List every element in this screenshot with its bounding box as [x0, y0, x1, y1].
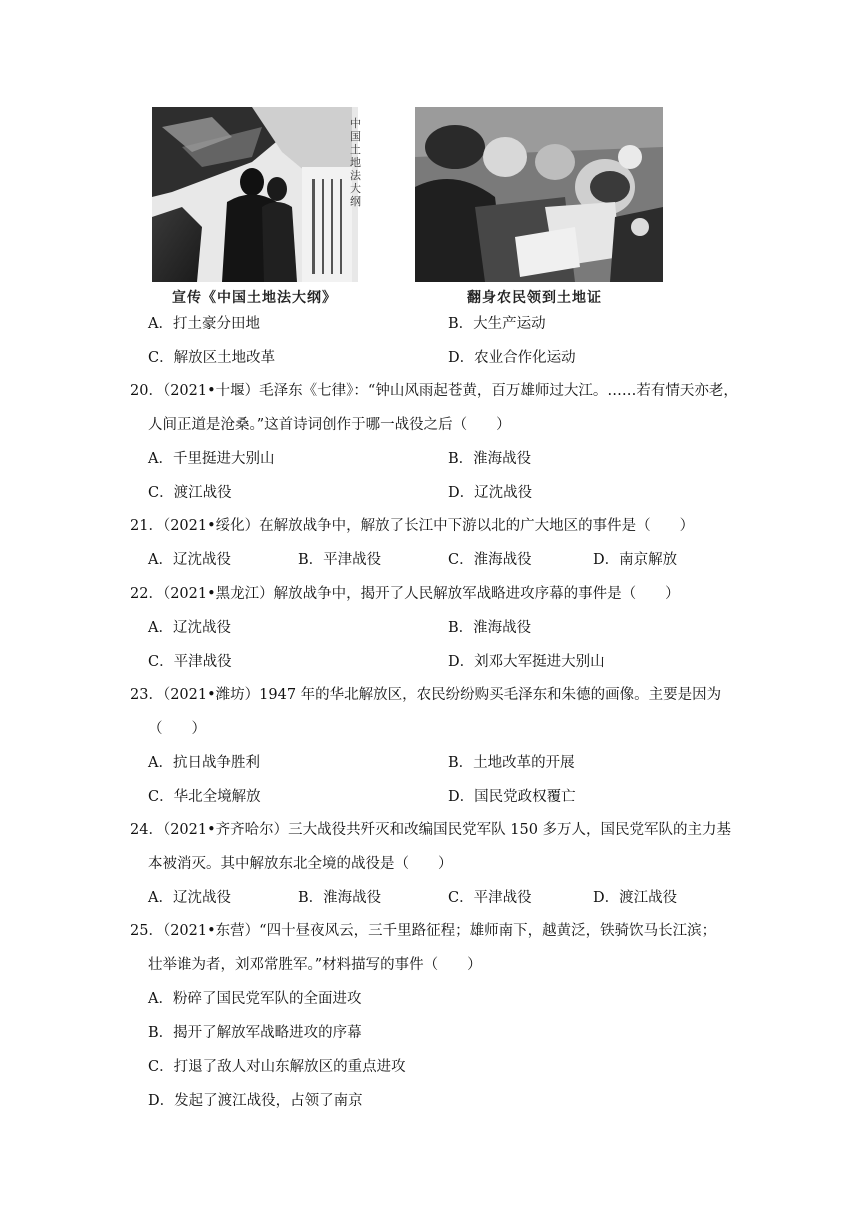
- q23-option-d: D．国民党政权覆亡: [448, 789, 576, 805]
- q19-option-a: A．打土豪分田地: [148, 316, 260, 332]
- q25-option-d: D．发起了渡江战役，占领了南京: [148, 1093, 363, 1109]
- svg-text:地: 地: [350, 156, 361, 169]
- q25-option-a: A．粉碎了国民党军队的全面进攻: [148, 991, 362, 1007]
- land-certificate-photo: [415, 107, 663, 282]
- q20-option-c: C．渡江战役: [148, 485, 232, 501]
- svg-text:国: 国: [350, 130, 361, 143]
- left-figure-caption: 宣传《中国土地法大纲》: [172, 290, 337, 306]
- q22-option-a: A．辽沈战役: [148, 620, 231, 636]
- q23-option-b: B．土地改革的开展: [448, 755, 575, 771]
- q22-option-b: B．淮海战役: [448, 620, 532, 636]
- q20-option-b: B．淮海战役: [448, 451, 532, 467]
- q23-option-a: A．抗日战争胜利: [148, 755, 260, 771]
- right-figure-caption: 翻身农民领到土地证: [467, 290, 602, 306]
- q19-option-d: D．农业合作化运动: [448, 350, 576, 366]
- q24-stem-line2: 本被消灭。其中解放东北全境的战役是（ ）: [148, 856, 453, 872]
- svg-text:纲: 纲: [350, 195, 361, 208]
- q20-option-a: A．千里挺进大别山: [148, 451, 275, 467]
- q22-option-d: D．刘邓大军挺进大别山: [448, 654, 605, 670]
- q19-option-b: B．大生产运动: [448, 316, 546, 332]
- q20-option-d: D．辽沈战役: [448, 485, 533, 501]
- q23-stem-line2: （ ）: [148, 721, 206, 737]
- q23-stem-line1: 23．（2021•潍坊）1947 年的华北解放区，农民纷纷购买毛泽东和朱德的画像。主要是因为: [130, 687, 722, 703]
- q24-stem-line1: 24．（2021•齐齐哈尔）三大战役共歼灭和改编国民党军队 150 多万人，国民党军队的主力基: [130, 822, 732, 838]
- svg-text:土: 土: [350, 143, 361, 156]
- q24-option-a: A．辽沈战役: [148, 890, 231, 906]
- q20-stem-line1: 20．（2021•十堰）毛泽东《七律》：“钟山风雨起苍黄，百万雄师过大江。……若有情天亦老，: [130, 383, 738, 399]
- q21-option-b: B．平津战役: [298, 552, 382, 568]
- q24-option-b: B．淮海战役: [298, 890, 382, 906]
- land-law-poster-photo: [152, 107, 361, 282]
- q25-stem-line1: 25．（2021•东营）“四十昼夜风云，三千里路征程；雄师南下，越黄泛，铁骑饮马长江滨；: [130, 923, 717, 939]
- q21-option-c: C．淮海战役: [448, 552, 532, 568]
- q24-option-c: C．平津战役: [448, 890, 532, 906]
- q25-option-b: B．揭开了解放军战略进攻的序幕: [148, 1025, 362, 1041]
- q19-option-c: C．解放区土地改革: [148, 350, 276, 366]
- q24-option-d: D．渡江战役: [593, 890, 678, 906]
- q21-option-d: D．南京解放: [593, 552, 678, 568]
- q20-stem-line2: 人间正道是沧桑。”这首诗词创作于哪一战役之后（ ）: [148, 417, 511, 433]
- q22-stem-line1: 22．（2021•黑龙江）解放战争中，揭开了人民解放军战略进攻序幕的事件是（ ）: [130, 586, 680, 602]
- q22-option-c: C．平津战役: [148, 654, 232, 670]
- svg-text:法: 法: [350, 169, 361, 182]
- q21-stem-line1: 21．（2021•绥化）在解放战争中，解放了长江中下游以北的广大地区的事件是（ ）: [130, 518, 695, 534]
- q25-stem-line2: 壮举谁为者，刘邓常胜军。”材料描写的事件（ ）: [148, 957, 482, 973]
- svg-text:大: 大: [350, 182, 361, 195]
- svg-text:中: 中: [350, 117, 361, 130]
- q23-option-c: C．华北全境解放: [148, 789, 261, 805]
- q25-option-c: C．打退了敌人对山东解放区的重点进攻: [148, 1059, 406, 1075]
- q21-option-a: A．辽沈战役: [148, 552, 231, 568]
